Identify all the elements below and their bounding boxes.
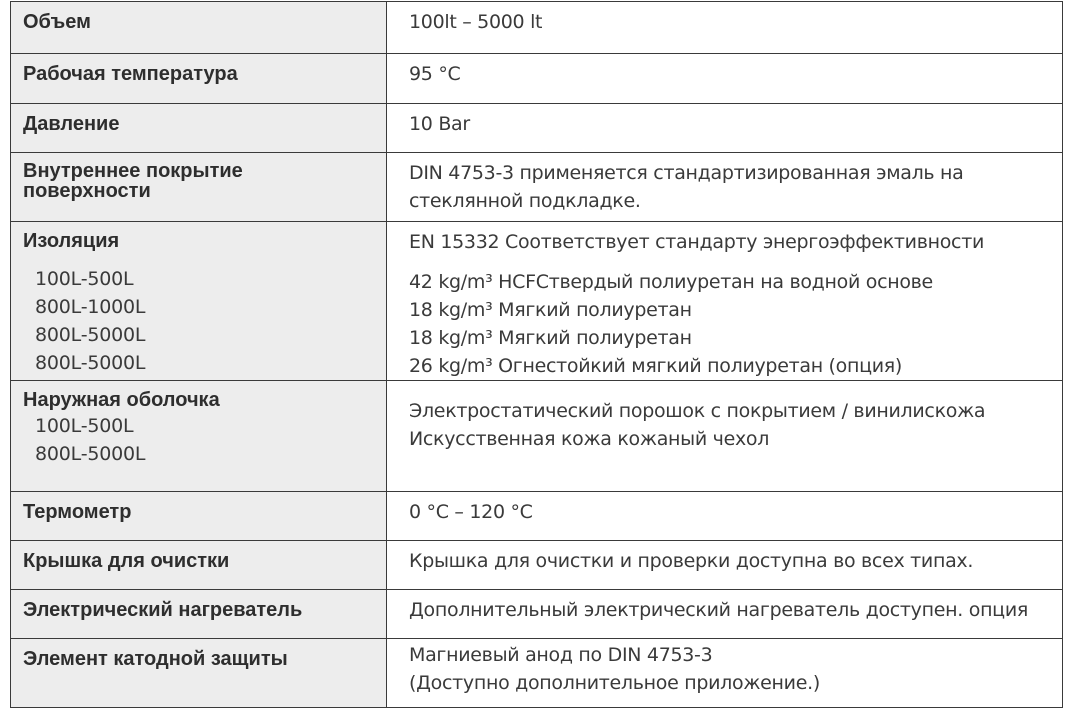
row-label-cathodic-protection: Элемент катодной защиты xyxy=(11,639,387,708)
row-value-inner-coating xyxy=(387,153,1063,222)
row-value-line: 26 kg/m³ Огнестойкий мягкий полиуретан (опция) xyxy=(409,355,903,377)
row-value-cathodic-protection xyxy=(387,639,1063,708)
row-sub-label: 800L-5000L xyxy=(35,324,146,346)
row-label-line: поверхности xyxy=(23,180,151,202)
row-value-line: 18 kg/m³ Мягкий полиуретан xyxy=(409,299,692,321)
row-label-outer-shell xyxy=(11,381,387,492)
row-value-electric-heater: Дополнительный электрический нагреватель доступен. опция xyxy=(387,590,1063,639)
table-row xyxy=(11,381,1063,492)
row-value-cleaning-cover: Крышка для очистки и проверки доступна во всех типах. xyxy=(387,541,1063,590)
table-row xyxy=(11,2,1063,54)
table-row xyxy=(11,153,1063,222)
row-sub-label: 100L-500L xyxy=(35,268,134,290)
specifications-table xyxy=(10,1,1063,708)
table-row xyxy=(11,639,1063,708)
row-value-line: 18 kg/m³ Мягкий полиуретан xyxy=(409,327,692,349)
row-value-line: стеклянной подкладке. xyxy=(409,190,641,212)
table-row xyxy=(11,492,1063,541)
row-value-pressure: 10 Bar xyxy=(387,104,1063,153)
row-label-line: Внутреннее покрытие xyxy=(23,160,243,182)
row-label-inner-coating xyxy=(11,153,387,222)
row-label-thermometer: Термометр xyxy=(11,492,387,541)
row-value-volume: 100lt – 5000 lt xyxy=(387,2,1063,54)
row-value-line: Искусственная кожа кожаный чехол xyxy=(409,428,770,450)
row-value-line: Электростатический порошок с покрытием / винилискожа xyxy=(409,400,986,422)
row-sub-label: 100L-500L xyxy=(35,415,134,437)
row-value-line: Магниевый анод по DIN 4753-3 xyxy=(409,644,713,666)
row-label-title: Наружная оболочка xyxy=(23,389,220,411)
row-value-working-temperature: 95 °C xyxy=(387,54,1063,104)
row-value-thermometer: 0 °C – 120 °C xyxy=(387,492,1063,541)
row-value-outer-shell xyxy=(387,381,1063,492)
row-label-pressure: Давление xyxy=(11,104,387,153)
row-label-electric-heater: Электрический нагреватель xyxy=(11,590,387,639)
table-row xyxy=(11,541,1063,590)
row-label-volume: Объем xyxy=(11,2,387,54)
table-row xyxy=(11,222,1063,381)
row-value-line: DIN 4753-3 применяется стандартизированная эмаль на xyxy=(409,162,964,184)
table-row xyxy=(11,104,1063,153)
table-row xyxy=(11,590,1063,639)
row-sub-label: 800L-5000L xyxy=(35,352,146,374)
row-value-line: EN 15332 Соответствует стандарту энергоэффективности xyxy=(409,231,985,253)
row-value-line: (Доступно дополнительное приложение.) xyxy=(409,672,820,694)
row-label-cleaning-cover: Крышка для очистки xyxy=(11,541,387,590)
row-label-working-temperature: Рабочая температура xyxy=(11,54,387,104)
row-value-insulation xyxy=(387,222,1063,381)
row-value-line: 42 kg/m³ HCFCтвердый полиуретан на водной основе xyxy=(409,271,933,293)
row-sub-label: 800L-5000L xyxy=(35,443,146,465)
table-row xyxy=(11,54,1063,104)
row-label-insulation xyxy=(11,222,387,381)
row-label-title: Изоляция xyxy=(23,230,120,252)
row-sub-label: 800L-1000L xyxy=(35,296,146,318)
